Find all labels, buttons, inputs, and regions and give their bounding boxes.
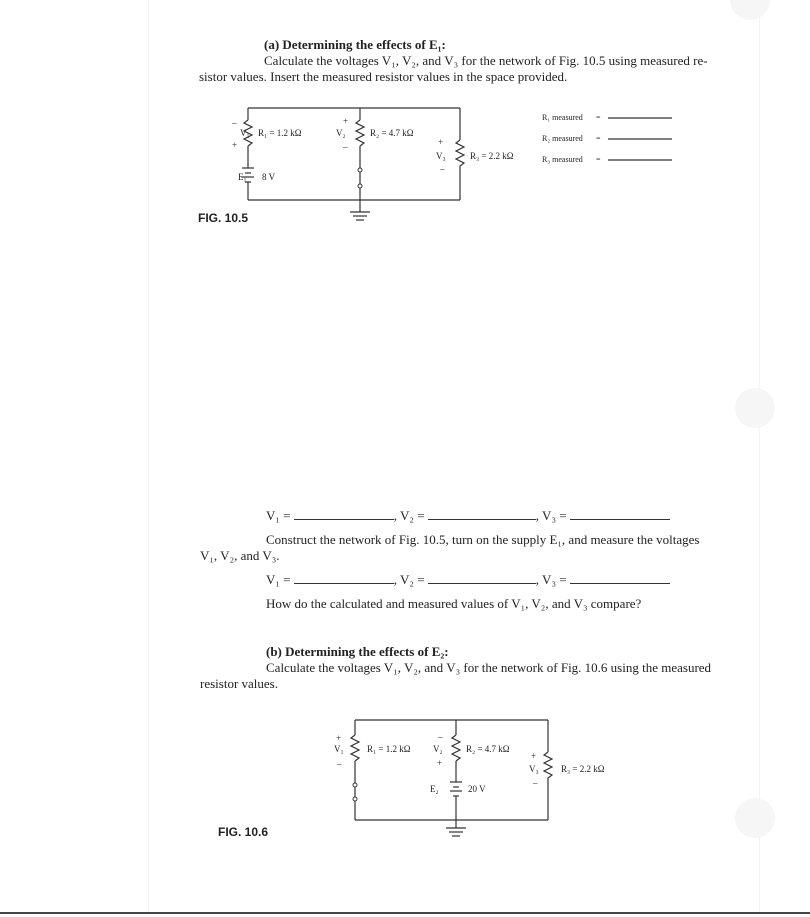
fig1-minus-v3: – xyxy=(440,164,445,174)
fig1-v3: V₃ xyxy=(436,151,446,161)
bottom-divider xyxy=(0,912,810,914)
part-a-line1: Calculate the voltages V₁, V₂, and V₃ for the network of Fig. 10.5 using measured re- xyxy=(264,53,708,68)
fig2-minus-v1: – xyxy=(337,759,342,769)
part-b-line1: Calculate the voltages V₁, V₂, and V₃ for the network of Fig. 10.6 using the measured xyxy=(266,660,712,675)
fig1-v1: V₁ xyxy=(240,128,250,138)
part-b-heading: (b) Determining the effects of E₂: xyxy=(266,644,449,659)
fig2-e2-value: 20 V xyxy=(468,784,486,794)
calc-v1-label: V₁ = xyxy=(266,508,291,523)
fig-10-6-label: FIG. 10.6 xyxy=(218,825,269,839)
fig1-minus-v2: – xyxy=(343,142,348,152)
fig-10-5-label: FIG. 10.5 xyxy=(198,211,249,225)
fig2-plus-v1: + xyxy=(336,733,342,743)
fig2-r3-label: R₃ = 2.2 kΩ xyxy=(561,764,605,774)
calc-v2-label: , V₂ = xyxy=(393,508,425,523)
fig1-r1-label: R₁ = 1.2 kΩ xyxy=(258,128,302,138)
construct-line1: Construct the network of Fig. 10.5, turn on the supply E₁, and measure the voltages xyxy=(266,532,700,547)
meas-v1-label: V₁ = xyxy=(266,572,291,587)
fig1-r3-measured: R₃ measured xyxy=(542,155,583,164)
fig1-eq2: = xyxy=(596,134,601,143)
fig2-r2-label: R₂ = 4.7 kΩ xyxy=(466,744,510,754)
fig2-plus-v2: + xyxy=(437,758,443,768)
fig2-v2: V₂ xyxy=(433,744,443,754)
fig2-minus-v2: – xyxy=(438,732,443,742)
fig1-r1-measured: R₁ measured xyxy=(542,113,583,122)
compare-question: How do the calculated and measured values of V₁, V₂, and V₃ compare? xyxy=(266,596,642,611)
fig1-plus-v2: + xyxy=(343,116,349,126)
part-b-line2: resistor values. xyxy=(200,676,278,691)
fig1-e1-value: 8 V xyxy=(262,172,276,182)
fig2-e2: E₂ xyxy=(430,784,439,794)
fig1-plus-v3: + xyxy=(438,137,444,147)
fig2-r1-label: R₁ = 1.2 kΩ xyxy=(367,744,411,754)
fig1-eq3: = xyxy=(596,155,601,164)
part-a-line2: sistor values. Insert the measured resistor values in the space provided. xyxy=(199,69,568,84)
fig2-minus-v3: – xyxy=(533,778,538,788)
fig1-plus-v1: + xyxy=(232,140,238,150)
meas-v2-label: , V₂ = xyxy=(393,572,425,587)
calc-v3-label: , V₃ = xyxy=(535,508,567,523)
fig1-r2-label: R₂ = 4.7 kΩ xyxy=(370,128,414,138)
fig2-v3: V₃ xyxy=(529,764,539,774)
meas-v3-label: , V₃ = xyxy=(535,572,567,587)
fig2-plus-v3: + xyxy=(531,751,537,761)
fig1-e1: E₁ xyxy=(238,172,247,182)
fig1-eq1: = xyxy=(596,113,601,122)
part-a-heading: (a) Determining the effects of E₁: xyxy=(264,37,446,52)
fig1-r3-label: R₃ = 2.2 kΩ xyxy=(470,151,514,161)
fig1-v2: V₂ xyxy=(336,128,346,138)
fig1-r2-measured: R₂ measured xyxy=(542,134,583,143)
construct-line2: V₁, V₂, and V₃. xyxy=(200,548,280,563)
fig2-v1: V₁ xyxy=(334,744,344,754)
fig1-minus-v1: – xyxy=(232,118,237,128)
